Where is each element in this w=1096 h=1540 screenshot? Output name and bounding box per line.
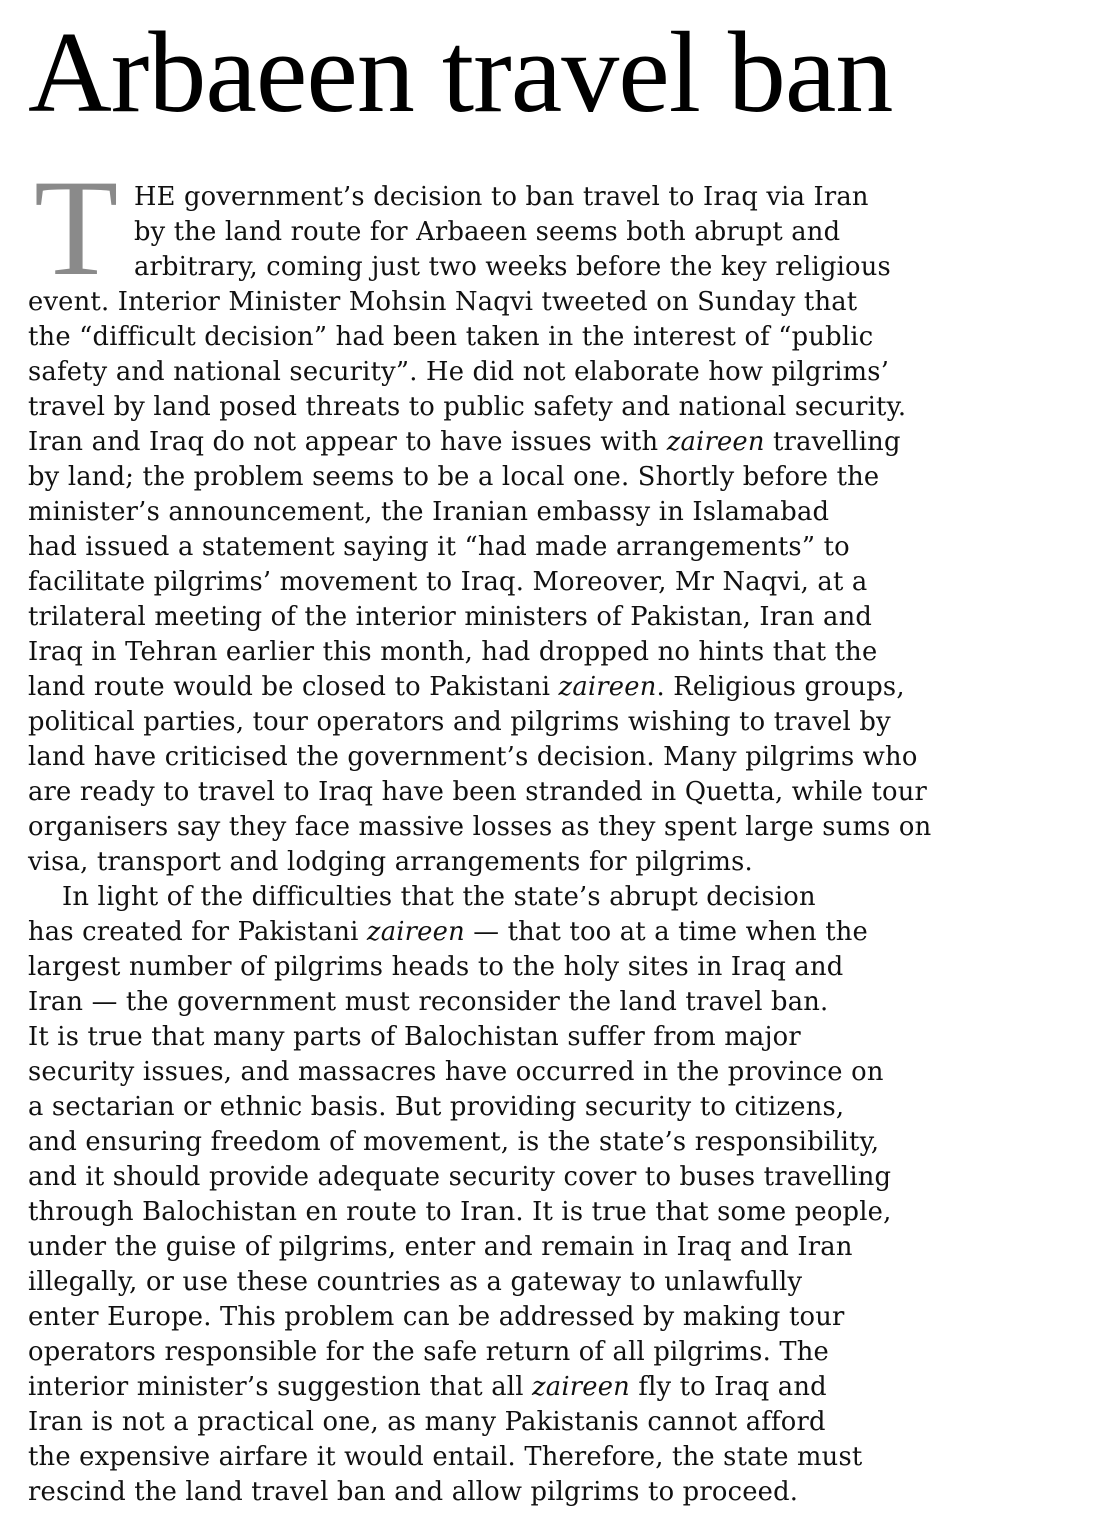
text-line bbox=[28, 670, 1078, 705]
text-segment: Iran — the government must reconsider the land travel ban. bbox=[28, 987, 829, 1017]
text-segment: has created for Pakistani bbox=[28, 917, 367, 947]
text-segment: Iran and Iraq do not appear to have issues with bbox=[28, 427, 667, 457]
text-segment: political parties, tour operators and pilgrims wishing to travel by bbox=[28, 707, 891, 737]
text-line bbox=[28, 285, 1078, 320]
italic-term: zaireen bbox=[532, 1372, 630, 1402]
text-line bbox=[28, 1300, 1078, 1335]
text-segment: rescind the land travel ban and allow pilgrims to proceed. bbox=[28, 1477, 799, 1507]
italic-term: zaireen bbox=[558, 672, 657, 702]
text-line bbox=[28, 565, 1078, 600]
text-segment: and ensuring freedom of movement, is the state’s responsibility, bbox=[28, 1127, 880, 1157]
text-segment: enter Europe. This problem can be addressed by making tour bbox=[28, 1302, 845, 1332]
text-segment: facilitate pilgrims’ movement to Iraq. Moreover, Mr Naqvi, at a bbox=[28, 567, 868, 597]
text-line bbox=[28, 775, 1078, 810]
text-line bbox=[28, 1230, 1078, 1265]
text-segment: event. Interior Minister Mohsin Naqvi tweeted on Sunday that bbox=[28, 287, 858, 317]
text-segment: travel by land posed threats to public safety and national security. bbox=[28, 392, 907, 422]
text-line bbox=[28, 1475, 1078, 1510]
text-line bbox=[28, 1195, 1078, 1230]
text-segment: and it should provide adequate security cover to buses travelling bbox=[28, 1162, 892, 1192]
text-line bbox=[28, 810, 1078, 845]
text-line bbox=[28, 915, 1078, 950]
italic-term: zaireen bbox=[666, 427, 765, 457]
text-segment: arbitrary, coming just two weeks before the key religious bbox=[134, 252, 891, 282]
text-segment: safety and national security”. He did not elaborate how pilgrims’ bbox=[28, 357, 890, 387]
text-segment: fly to Iraq and bbox=[629, 1372, 827, 1402]
text-segment: organisers say they face massive losses as they spent large sums on bbox=[28, 812, 932, 842]
text-line bbox=[28, 1405, 1078, 1440]
headline: Arbaeen travel ban bbox=[28, 9, 893, 137]
text-line bbox=[28, 495, 1078, 530]
text-line bbox=[28, 740, 1078, 775]
text-line bbox=[28, 950, 1078, 985]
text-line bbox=[28, 1020, 1078, 1055]
text-line bbox=[28, 845, 1078, 880]
text-segment: through Balochistan en route to Iran. It is true that some people, bbox=[28, 1197, 892, 1227]
text-segment: land route would be closed to Pakistani bbox=[28, 672, 559, 702]
text-segment: trilateral meeting of the interior ministers of Pakistan, Iran and bbox=[28, 602, 873, 632]
text-segment: by the land route for Arbaeen seems both abrupt and bbox=[134, 217, 841, 247]
text-segment: by land; the problem seems to be a local one. Shortly before the bbox=[28, 462, 880, 492]
text-line bbox=[28, 1265, 1078, 1300]
text-line bbox=[28, 250, 1078, 285]
text-segment: Iraq in Tehran earlier this month, had dropped no hints that the bbox=[28, 637, 878, 667]
text-segment: interior minister’s suggestion that all bbox=[28, 1372, 533, 1402]
text-segment: . Religious groups, bbox=[656, 672, 905, 702]
text-line bbox=[28, 1160, 1078, 1195]
italic-term: zaireen bbox=[366, 917, 465, 947]
text-line bbox=[28, 1440, 1078, 1475]
text-line bbox=[28, 600, 1078, 635]
text-line bbox=[28, 320, 1078, 355]
text-segment: security issues, and massacres have occurred in the province on bbox=[28, 1057, 884, 1087]
drop-cap: T bbox=[34, 151, 119, 304]
text-segment: land have criticised the government’s decision. Many pilgrims who bbox=[28, 742, 918, 772]
text-segment: HE government’s decision to ban travel to Iraq via Iran bbox=[134, 182, 869, 212]
text-segment: illegally, or use these countries as a gateway to unlawfully bbox=[28, 1267, 803, 1297]
text-line bbox=[28, 985, 1078, 1020]
text-line bbox=[28, 355, 1078, 390]
text-segment: In light of the difficulties that the state’s abrupt decision bbox=[62, 882, 816, 912]
text-line bbox=[28, 1125, 1078, 1160]
text-segment: are ready to travel to Iraq have been stranded in Quetta, while tour bbox=[28, 777, 928, 807]
article-body bbox=[28, 151, 1078, 1510]
text-segment: Iran is not a practical one, as many Pakistanis cannot afford bbox=[28, 1407, 826, 1437]
text-line bbox=[28, 530, 1078, 565]
text-segment: minister’s announcement, the Iranian embassy in Islamabad bbox=[28, 497, 830, 527]
text-segment: largest number of pilgrims heads to the holy sites in Iraq and bbox=[28, 952, 844, 982]
text-segment: visa, transport and lodging arrangements for pilgrims. bbox=[28, 847, 753, 877]
text-segment: the expensive airfare it would entail. Therefore, the state must bbox=[28, 1442, 863, 1472]
text-segment: It is true that many parts of Balochistan suffer from major bbox=[28, 1022, 801, 1052]
text-line bbox=[28, 390, 1078, 425]
text-segment: — that too at a time when the bbox=[464, 917, 868, 947]
text-line bbox=[28, 425, 1078, 460]
text-line bbox=[28, 705, 1078, 740]
text-line bbox=[28, 1370, 1078, 1405]
text-line bbox=[28, 635, 1078, 670]
text-line bbox=[28, 180, 1078, 215]
text-segment: had issued a statement saying it “had made arrangements” to bbox=[28, 532, 850, 562]
text-segment: travelling bbox=[764, 427, 901, 457]
text-line bbox=[28, 460, 1078, 495]
text-line bbox=[28, 880, 1078, 915]
text-segment: a sectarian or ethnic basis. But providing security to citizens, bbox=[28, 1092, 845, 1122]
text-line bbox=[28, 1090, 1078, 1125]
text-line bbox=[28, 1335, 1078, 1370]
text-line bbox=[28, 215, 1078, 250]
text-segment: operators responsible for the safe return of all pilgrims. The bbox=[28, 1337, 829, 1367]
text-line bbox=[28, 1055, 1078, 1090]
text-segment: the “difficult decision” had been taken in the interest of “public bbox=[28, 322, 874, 352]
text-segment: under the guise of pilgrims, enter and remain in Iraq and Iran bbox=[28, 1232, 853, 1262]
